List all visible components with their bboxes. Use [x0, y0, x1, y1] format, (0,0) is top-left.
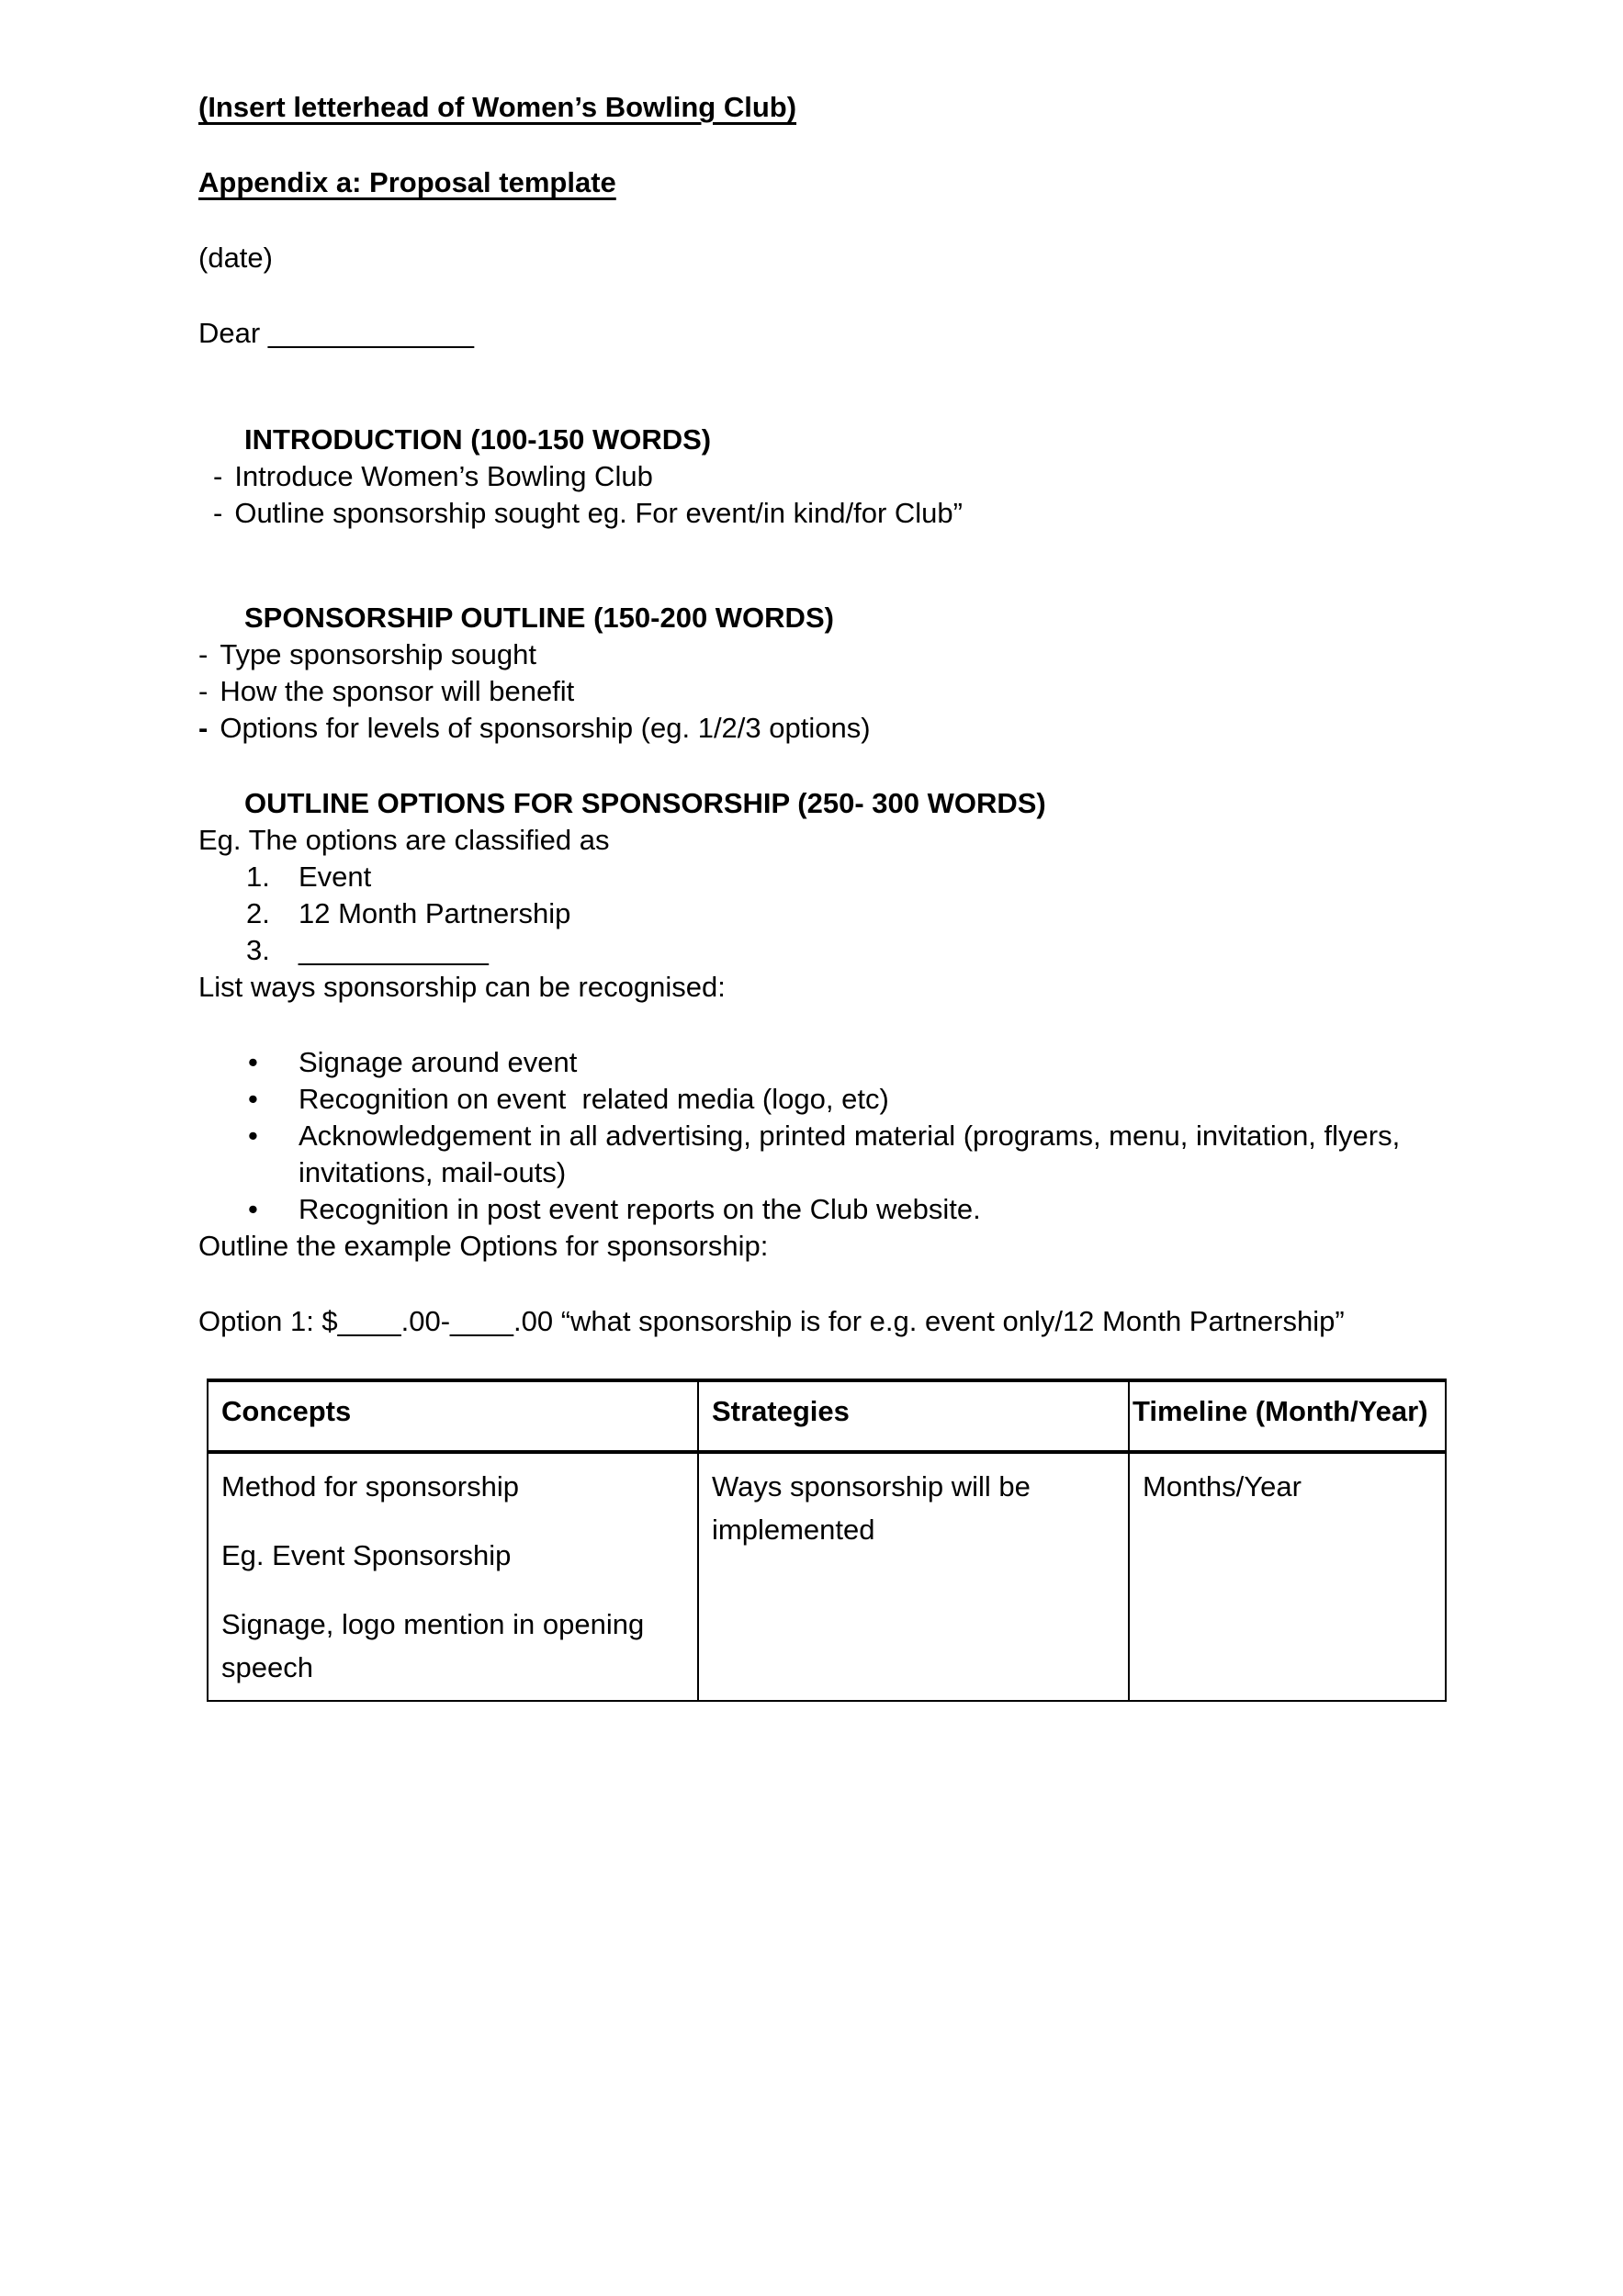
bullet-icon: •	[248, 1120, 258, 1152]
outline-options-heading: OUTLINE OPTIONS FOR SPONSORSHIP (250- 300 WORDS)	[244, 787, 1046, 819]
section-outline-options	[198, 785, 1448, 969]
appendix-title-text: Appendix a: Proposal template	[198, 166, 616, 198]
options-example-intro-text: Outline the example Options for sponsorship:	[198, 1230, 769, 1262]
outline-options-intro: Eg. The options are classified as	[198, 824, 610, 856]
list-item	[198, 1081, 1448, 1118]
dash-marker: -	[198, 712, 209, 744]
numbered-item-blank: ____________	[299, 934, 489, 966]
column-header-strategies: Strategies	[698, 1380, 1129, 1452]
numbered-item-text: Event	[299, 861, 372, 893]
section-introduction	[198, 422, 1448, 532]
list-item	[198, 1118, 1448, 1191]
bullet-icon: •	[248, 1083, 258, 1115]
cell-timeline	[1129, 1452, 1446, 1701]
list-item-text: Recognition in post event reports on the Club website.	[299, 1193, 981, 1225]
sponsorship-outline-item	[198, 710, 1448, 747]
sponsorship-outline-item-text: Type sponsorship sought	[220, 638, 536, 670]
options-example-intro-line	[198, 1228, 1448, 1265]
list-item-text: Signage around event	[299, 1046, 578, 1078]
cell-timeline-text: Months/Year	[1143, 1470, 1302, 1503]
numbered-item	[198, 895, 1448, 932]
date-placeholder: (date)	[198, 242, 273, 274]
sponsorship-outline-item	[198, 673, 1448, 710]
salutation-blank: _____________	[267, 317, 474, 349]
column-header-concepts: Concepts	[208, 1380, 698, 1452]
sponsorship-plan-table	[207, 1379, 1447, 1702]
sponsorship-outline-heading: SPONSORSHIP OUTLINE (150-200 WORDS)	[244, 602, 834, 634]
option1-text: Option 1: $____.00-____.00 “what sponsorship is for e.g. event only/12 Month Partnership”	[198, 1305, 1345, 1337]
sponsorship-outline-item-text: Options for levels of sponsorship (eg. 1/2/3 options)	[220, 712, 871, 744]
appendix-title-line	[198, 164, 1448, 201]
list-item-text: Acknowledgement in all advertising, printed material (programs, menu, invitation, flyers, invitations, mail-outs)	[299, 1120, 1408, 1188]
numbered-item	[198, 859, 1448, 895]
section-sponsorship-outline	[198, 600, 1448, 747]
column-header-timeline: Timeline (Month/Year)	[1129, 1380, 1446, 1452]
dash-marker: -	[198, 675, 209, 707]
cell-concepts-text: Signage, logo mention in opening speech	[221, 1608, 652, 1683]
introduction-heading: INTRODUCTION (100-150 WORDS)	[244, 423, 712, 456]
recognition-intro-line	[198, 969, 1448, 1006]
list-item	[198, 1191, 1448, 1228]
table-header-row	[208, 1380, 1446, 1452]
recognition-bullet-list	[198, 1044, 1448, 1228]
introduction-item	[198, 458, 1448, 495]
introduction-item-text: Introduce Women’s Bowling Club	[234, 460, 653, 492]
numbered-item-text: 12 Month Partnership	[299, 897, 571, 929]
date-line	[198, 240, 1448, 276]
introduction-item	[198, 495, 1448, 532]
letterhead-line	[198, 89, 1448, 126]
bullet-icon: •	[248, 1046, 258, 1078]
cell-concepts-text: Method for sponsorship	[221, 1470, 519, 1503]
item-number: 1.	[246, 861, 270, 893]
list-item-text: Recognition on event related media (logo, etc)	[299, 1083, 889, 1115]
cell-concepts	[208, 1452, 698, 1701]
introduction-item-text: Outline sponsorship sought eg. For event/in kind/for Club”	[234, 497, 963, 529]
recognition-intro-text: List ways sponsorship can be recognised:	[198, 971, 726, 1003]
dash-marker: -	[198, 638, 209, 670]
table-row	[208, 1452, 1446, 1701]
letterhead-text: (Insert letterhead of Women’s Bowling Club)	[198, 91, 797, 123]
salutation-line	[198, 315, 1448, 352]
sponsorship-outline-item-text: How the sponsor will benefit	[220, 675, 575, 707]
item-number: 3.	[246, 934, 270, 966]
cell-concepts-text: Eg. Event Sponsorship	[221, 1539, 512, 1571]
option1-line	[198, 1303, 1448, 1340]
sponsorship-outline-item	[198, 636, 1448, 673]
cell-strategies-text: Ways sponsorship will be implemented	[712, 1470, 1039, 1546]
dash-marker: -	[213, 460, 223, 492]
salutation-text: Dear	[198, 317, 268, 349]
dash-marker: -	[213, 497, 223, 529]
list-item	[198, 1044, 1448, 1081]
cell-strategies	[698, 1452, 1129, 1701]
bullet-icon: •	[248, 1193, 258, 1225]
numbered-item	[198, 932, 1448, 969]
item-number: 2.	[246, 897, 270, 929]
